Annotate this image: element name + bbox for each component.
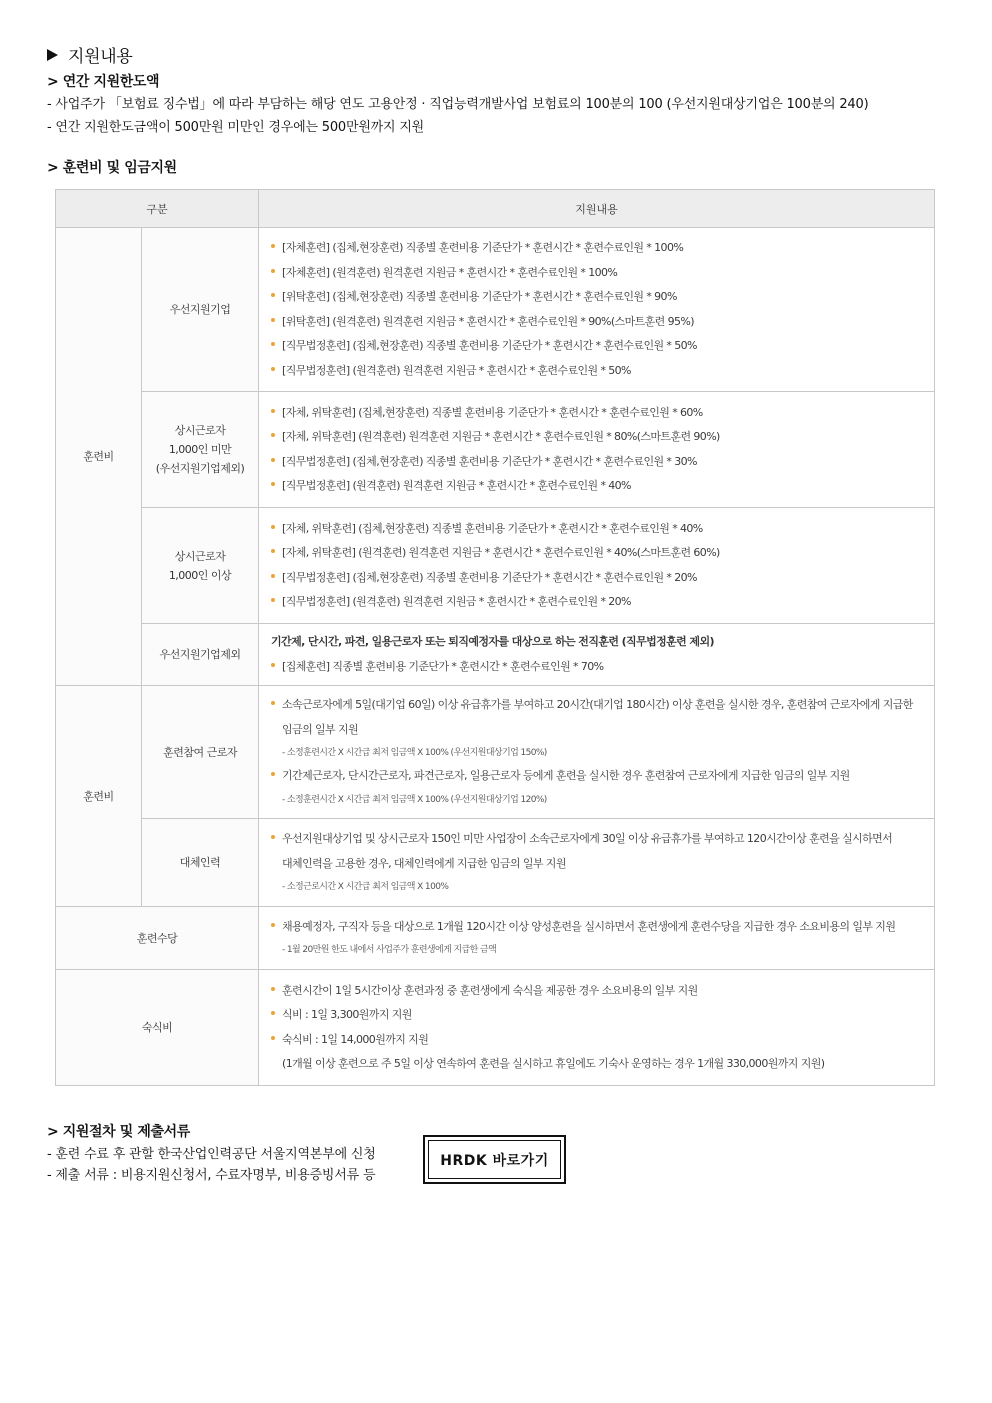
hrdk-link-label: HRDK 바로가기 — [428, 1140, 561, 1179]
list-item: 우선지원대상기업 및 상시근로자 150인 미만 사업장이 소속근로자에게 30일 이상 유급휴가를 부여하고 120시간이상 훈련을 실시하면서 — [271, 827, 926, 852]
procedure-heading: > 지원절차 및 제출서류 — [47, 1124, 190, 1140]
row-intro: 기간제, 단시간, 파견, 일용근로자 또는 퇴직예정자를 대상으로 하는 전직훈련 (직무법정훈련 제외) — [271, 635, 714, 648]
list-item: [위탁훈련] (원격훈련) 원격훈련 지원금 * 훈련시간 * 훈련수료인원 * 90%(스마트훈련 95%) — [271, 310, 926, 335]
list-item: 식비 : 1일 3,300원까지 지원 — [271, 1003, 926, 1028]
row-content — [259, 228, 935, 392]
bullet-icon — [271, 367, 275, 371]
list-item: [직무법정훈련] (원격훈련) 원격훈련 지원금 * 훈련시간 * 훈련수료인원 * 40% — [271, 474, 926, 499]
bullet-icon — [271, 244, 275, 248]
row-content — [259, 970, 935, 1086]
row-category: 우선지원기업제외 — [142, 624, 259, 686]
list-item: [자체, 위탁훈련] (원격훈련) 원격훈련 지원금 * 훈련시간 * 훈련수료인원 * 80%(스마트훈련 90%) — [271, 425, 926, 450]
support-table — [55, 189, 935, 1086]
group-label: 훈련비 — [56, 686, 142, 907]
bullet-icon — [271, 409, 275, 413]
row-content — [259, 508, 935, 624]
row-content — [259, 819, 935, 907]
bullet-icon — [271, 923, 275, 927]
limit-line-1: - 사업주가 「보험료 징수법」에 따라 부담하는 해당 연도 고용안정 · 직업능력개발사업 보험료의 100분의 100 (우선지원대상기업은 100분의 240) — [47, 97, 869, 112]
bullet-icon — [271, 525, 275, 529]
bullet-icon — [271, 1011, 275, 1015]
bullet-icon — [271, 574, 275, 578]
bullet-icon — [271, 433, 275, 437]
list-item: [자체, 위탁훈련] (집체,현장훈련) 직종별 훈련비용 기준단가 * 훈련시간 * 훈련수료인원 * 40% — [271, 517, 926, 542]
limit-line-2: - 연간 지원한도금액이 500만원 미만인 경우에는 500만원까지 지원 — [47, 120, 425, 135]
list-item: 훈련시간이 1일 5시간이상 훈련과정 중 훈련생에게 숙식을 제공한 경우 소요비용의 일부 지원 — [271, 979, 926, 1004]
formula-note: - 소정훈련시간 X 시간급 최저 임금액 X 100% (우선지원대상기업 120%) — [282, 794, 547, 805]
triangle-icon — [47, 49, 58, 61]
bullet-icon — [271, 598, 275, 602]
row-content — [259, 907, 935, 970]
list-item: 소속근로자에게 5일(대기업 60일) 이상 유급휴가를 부여하고 20시간(대기업 180시간) 이상 훈련을 실시한 경우, 훈련참여 근로자에게 지급한 — [271, 693, 926, 718]
list-item: [직무법정훈련] (원격훈련) 원격훈련 지원금 * 훈련시간 * 훈련수료인원 * 20% — [271, 590, 926, 615]
table-row — [56, 392, 935, 508]
list-item: [자체, 위탁훈련] (집체,현장훈련) 직종별 훈련비용 기준단가 * 훈련시간 * 훈련수료인원 * 60% — [271, 401, 926, 426]
list-item: [집체훈련] 직종별 훈련비용 기준단가 * 훈련시간 * 훈련수료인원 * 70% — [271, 655, 926, 680]
table-heading: > 훈련비 및 임금지원 — [47, 160, 177, 176]
section-title: 지원내용 — [47, 42, 133, 67]
row-category: 대체인력 — [142, 819, 259, 907]
bullet-icon — [271, 987, 275, 991]
table-row — [56, 624, 935, 686]
list-item: 숙식비 : 1일 14,000원까지 지원 — [271, 1028, 926, 1053]
bullet-icon — [271, 482, 275, 486]
list-item: 기간제근로자, 단시간근로자, 파견근로자, 일용근로자 등에게 훈련을 실시한 경우 훈련참여 근로자에게 지급한 임금의 일부 지원 — [271, 764, 926, 789]
list-item-continuation: 대체인력을 고용한 경우, 대체인력에게 지급한 임금의 일부 지원 — [282, 856, 566, 870]
list-item: [직무법정훈련] (집체,현장훈련) 직종별 훈련비용 기준단가 * 훈련시간 * 훈련수료인원 * 20% — [271, 566, 926, 591]
row-category: 상시근로자 1,000인 미만 (우선지원기업제외) — [142, 392, 259, 508]
formula-note: - 소정훈련시간 X 시간급 최저 임금액 X 100% (우선지원대상기업 150%) — [282, 748, 547, 759]
row-content — [259, 392, 935, 508]
formula-note: - 1월 20만원 한도 내에서 사업주가 훈련생에게 지급한 금액 — [282, 945, 497, 956]
list-item: [위탁훈련] (집체,현장훈련) 직종별 훈련비용 기준단가 * 훈련시간 * 훈련수료인원 * 90% — [271, 285, 926, 310]
list-item: [자체, 위탁훈련] (원격훈련) 원격훈련 지원금 * 훈련시간 * 훈련수료인원 * 40%(스마트훈련 60%) — [271, 541, 926, 566]
table-header-row — [56, 190, 935, 228]
bullet-icon — [271, 269, 275, 273]
bullet-icon — [271, 293, 275, 297]
row-content — [259, 686, 935, 819]
row-content — [259, 624, 935, 686]
list-item: [직무법정훈련] (집체,현장훈련) 직종별 훈련비용 기준단가 * 훈련시간 * 훈련수료인원 * 30% — [271, 450, 926, 475]
row-category: 숙식비 — [56, 970, 259, 1086]
bullet-icon — [271, 663, 275, 667]
list-item: 채용예정자, 구직자 등을 대상으로 1개월 120시간 이상 양성훈련을 실시하면서 훈련생에게 훈련수당을 지급한 경우 소요비용의 일부 지원 — [271, 915, 926, 940]
table-row — [56, 686, 935, 819]
procedure-line-1: - 훈련 수료 후 관할 한국산업인력공단 서울지역본부에 신청 — [47, 1147, 376, 1162]
hrdk-link-button[interactable] — [423, 1135, 566, 1184]
formula-note: - 소정근로시간 X 시간급 최저 임금액 X 100% — [282, 882, 449, 892]
header-category: 구분 — [56, 190, 259, 228]
row-category: 우선지원기업 — [142, 228, 259, 392]
list-item: [자체훈련] (집체,현장훈련) 직종별 훈련비용 기준단가 * 훈련시간 * 훈련수료인원 * 100% — [271, 236, 926, 261]
bullet-icon — [271, 701, 275, 705]
lodging-note: (1개월 이상 훈련으로 주 5일 이상 연속하여 훈련을 실시하고 휴일에도 기숙사 운영하는 경우 1개월 330,000원까지 지원) — [282, 1057, 825, 1070]
table-row — [56, 819, 935, 907]
limit-heading: > 연간 지원한도액 — [47, 74, 160, 90]
table-row — [56, 970, 935, 1086]
bullet-icon — [271, 318, 275, 322]
bullet-icon — [271, 342, 275, 346]
bullet-icon — [271, 1036, 275, 1040]
list-item-continuation: 임금의 일부 지원 — [282, 722, 358, 736]
row-category: 훈련참여 근로자 — [142, 686, 259, 819]
table-row — [56, 907, 935, 970]
list-item: [자체훈련] (원격훈련) 원격훈련 지원금 * 훈련시간 * 훈련수료인원 * 100% — [271, 261, 926, 286]
bullet-icon — [271, 835, 275, 839]
bullet-icon — [271, 549, 275, 553]
row-category: 훈련수당 — [56, 907, 259, 970]
bullet-icon — [271, 458, 275, 462]
group-label: 훈련비 — [56, 228, 142, 686]
bullet-icon — [271, 772, 275, 776]
row-category: 상시근로자 1,000인 이상 — [142, 508, 259, 624]
list-item: [직무법정훈련] (원격훈련) 원격훈련 지원금 * 훈련시간 * 훈련수료인원 * 50% — [271, 359, 926, 384]
table-row — [56, 228, 935, 392]
list-item: [직무법정훈련] (집체,현장훈련) 직종별 훈련비용 기준단가 * 훈련시간 * 훈련수료인원 * 50% — [271, 334, 926, 359]
header-content: 지원내용 — [259, 190, 935, 228]
procedure-line-2: - 제출 서류 : 비용지원신청서, 수료자명부, 비용증빙서류 등 — [47, 1168, 376, 1183]
table-row — [56, 508, 935, 624]
